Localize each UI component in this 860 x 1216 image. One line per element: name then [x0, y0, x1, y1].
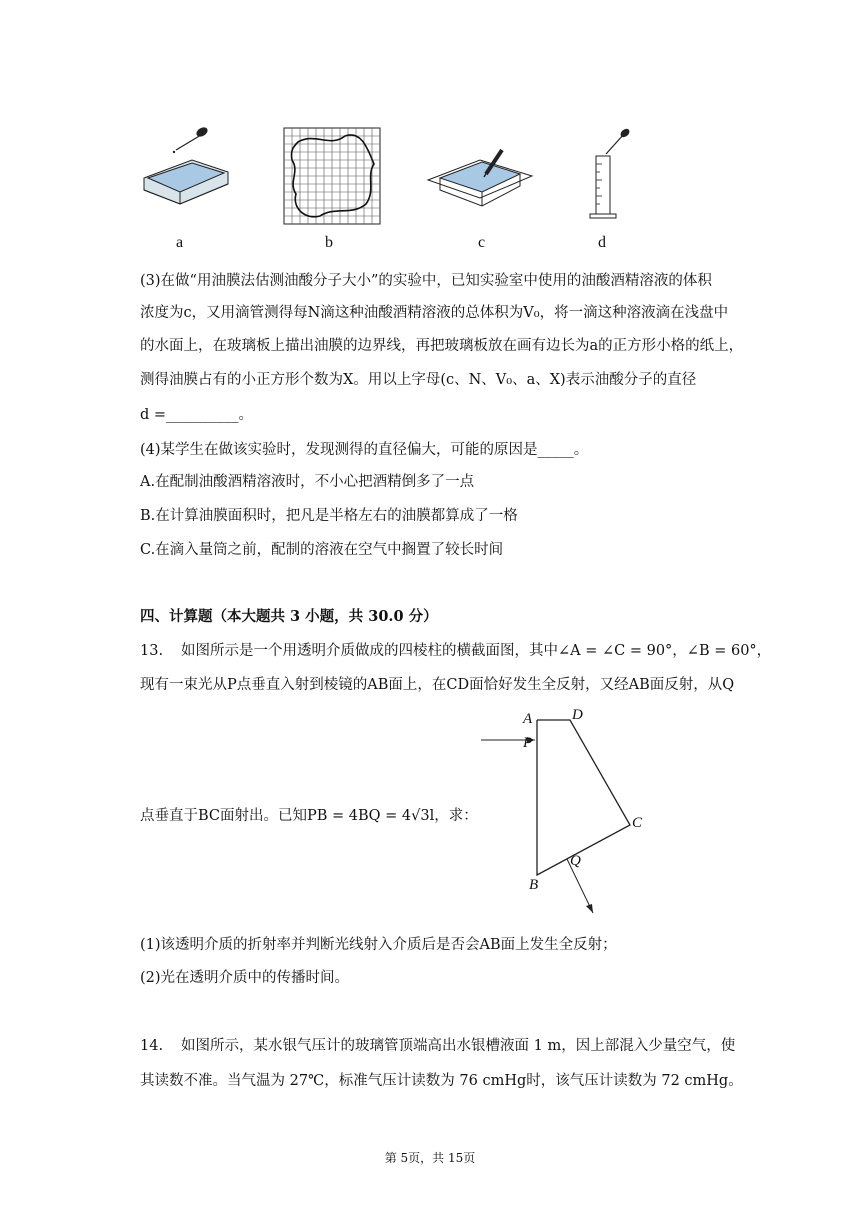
q13-sub1: (1)该透明介质的折射率并判断光线射入介质后是否会AB面上发生全反射； — [140, 937, 617, 953]
figure-c-plate — [428, 150, 532, 206]
q13-sub2: (2)光在透明介质中的传播时间。 — [140, 970, 350, 986]
q12-p3-line4: 测得油膜占有的小正方形个数为X。用以上字母(c、N、V₀、a、X)表示油酸分子的直径 — [140, 372, 697, 388]
q12-option-c: C.在滴入量筒之前，配制的溶液在空气中搁置了较长时间 — [140, 542, 504, 558]
q14-line1: 如图所示，某水银气压计的玻璃管顶端高出水银槽液面 1 m，因上部混入少量空气，使 — [181, 1038, 736, 1054]
figure-d-cylinder — [590, 127, 631, 218]
q12-p3-line5: d =__________。 — [140, 407, 254, 423]
q12-p4: (4)某学生在做该实验时，发现测得的直径偏大，可能的原因是_____。 — [140, 442, 589, 458]
q12-p3-line1: (3)在做“用油膜法估测油酸分子大小”的实验中，已知实验室中使用的油酸酒精溶液的体积 — [140, 273, 712, 289]
q13-line3: 点垂直于BC面射出。已知PB = 4BQ = 4√3l，求： — [140, 808, 478, 824]
experiment-figures — [130, 120, 650, 260]
figure-b-grid — [284, 128, 380, 224]
page-footer: 第 5页，共 15页 — [384, 1151, 476, 1165]
figure-label-b: b — [325, 234, 333, 251]
q14-number: 14. — [140, 1038, 164, 1054]
prism-label-c: C — [632, 815, 643, 831]
q12-option-a: A.在配制油酸酒精溶液时，不小心把酒精倒多了一点 — [140, 474, 475, 490]
q12-p3-line2: 浓度为c，又用滴管测得每N滴这种油酸酒精溶液的总体积为V₀，将一滴这种溶液滴在浅盘中 — [140, 305, 729, 321]
q13-line1: 如图所示是一个用透明介质做成的四棱柱的横截面图，其中∠A = ∠C = 90°，∠B = 60°， — [181, 643, 772, 659]
q13-line2: 现有一束光从P点垂直入射到棱镜的AB面上，在CD面恰好发生全反射，又经AB面反射，从Q — [140, 677, 735, 693]
prism-label-p: P — [523, 735, 533, 751]
prism-label-q: Q — [570, 853, 581, 869]
q12-p3-line3: 的水面上，在玻璃板上描出油膜的边界线，再把玻璃板放在画有边长为a的正方形小格的纸上， — [140, 338, 744, 354]
experiment-figures-svg — [130, 120, 650, 260]
section-title: 四、计算题（本大题共 3 小题，共 30.0 分） — [140, 608, 438, 625]
q13-number: 13. — [140, 643, 164, 659]
prism-figure-svg — [475, 705, 665, 920]
prism-figure — [475, 705, 665, 920]
prism-label-a: A — [523, 711, 533, 727]
q12-option-b: B.在计算油膜面积时，把凡是半格左右的油膜都算成了一格 — [140, 508, 518, 524]
figure-a-dish — [144, 126, 228, 204]
prism-label-b: B — [529, 877, 539, 893]
prism-outline — [537, 720, 630, 875]
prism-label-d: D — [572, 707, 583, 723]
figure-label-c: c — [478, 234, 486, 251]
figure-label-a: a — [176, 234, 184, 251]
q14-line2: 其读数不准。当气温为 27℃，标准气压计读数为 76 cmHg时，该气压计读数为 72 cmHg。 — [140, 1073, 743, 1089]
figure-label-d: d — [598, 234, 606, 251]
